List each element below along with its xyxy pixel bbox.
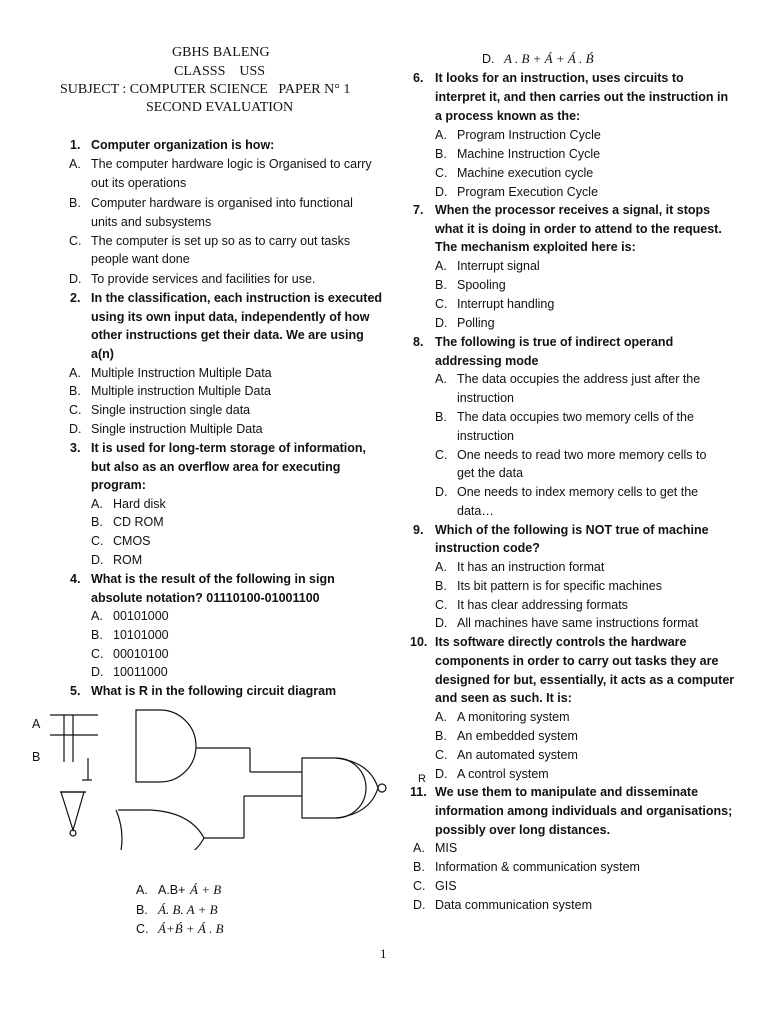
q3-d: ROM [113,553,143,567]
q4-a-label: A. [91,609,103,623]
q10-c-label: C. [435,748,448,762]
q1-d-label: D. [69,272,82,286]
q1-number: 1. [70,138,81,152]
subject-line: SUBJECT : COMPUTER SCIENCE PAPER N° 1 [60,82,351,97]
q5-a-expression: Á + B [190,882,222,897]
q11-number: 11. [410,785,427,799]
q7-number: 7. [413,203,424,217]
q4-number: 4. [70,572,81,586]
q2-b-label: B. [69,384,81,398]
q2-line4: a(n) [91,347,114,361]
q8-c-line2: get the data [457,466,524,480]
q1-a-line1: The computer hardware logic is Organised to carry [91,157,372,171]
q3-line1: It is used for long-term storage of information, [91,441,367,455]
q2-line3: other instructions get their data. We are using [91,328,364,342]
q11-line2: information among individuals and organisations; [435,804,733,818]
q11-c: GIS [435,879,457,893]
q1-d-line1: To provide services and facilities for use. [91,272,316,286]
q6-line3: a process known as the: [435,109,581,123]
q6-d: Program Execution Cycle [457,185,599,199]
q9-c: It has clear addressing formats [457,598,628,612]
q2-number: 2. [70,291,81,305]
q8-line1: The following is true of indirect operand [435,335,674,349]
q3-line3: program: [91,478,146,492]
q10-line3: designed for but, essentially, it acts as a computer [435,673,735,687]
q6-b: Machine Instruction Cycle [457,147,601,161]
q10-a-label: A. [435,710,447,724]
q2-c-label: C. [69,403,82,417]
q3-a-label: A. [91,497,103,511]
q7-b: Spooling [457,278,506,292]
q3-d-label: D. [91,553,104,567]
q1-b-label: B. [69,196,81,210]
q8-number: 8. [413,335,424,349]
q5-c-expression: Á+B́ + Á . B [158,921,224,936]
q1-c-line2: people want done [91,252,190,266]
q8-a-label: A. [435,372,447,386]
q6-c-label: C. [435,166,448,180]
q7-d: Polling [457,316,495,330]
q10-b: An embedded system [457,729,578,743]
logic-circuit-diagram [0,700,400,850]
q3-number: 3. [70,441,81,455]
q6-b-label: B. [435,147,447,161]
output-bubble [378,784,386,792]
q7-c: Interrupt handling [457,297,555,311]
q2-d: Single instruction Multiple Data [91,422,263,436]
q4-d-label: D. [91,665,104,679]
q8-d-label: D. [435,485,448,499]
q4-c: 00010100 [113,647,169,661]
q10-d: A control system [457,767,549,781]
q11-b-label: B. [413,860,425,874]
q1-b-line1: Computer hardware is organised into functional [91,196,353,210]
q7-line3: The mechanism exploited here is: [435,240,636,254]
q5-b-expression: Á. B. A + B [158,902,218,917]
q4-b: 10101000 [113,628,169,642]
q11-a: MIS [435,841,458,855]
q10-number: 10. [410,635,428,649]
q9-d-label: D. [435,616,448,630]
q4-b-label: B. [91,628,103,642]
q2-b: Multiple instruction Multiple Data [91,384,271,398]
q7-a: Interrupt signal [457,259,540,273]
q7-c-label: C. [435,297,448,311]
q8-a-line1: The data occupies the address just after the [457,372,701,386]
page-number: 1 [380,946,387,961]
input-a-label: A [32,717,41,731]
q4-a: 00101000 [113,609,169,623]
q4-line2: absolute notation? 01110100-01001100 [91,591,320,605]
q5-a-label: A. [136,883,148,897]
q7-line1: When the processor receives a signal, it stops [435,203,711,217]
q8-b-line2: instruction [457,429,514,443]
and-gate-1 [136,710,196,782]
q5-b-label: B. [136,903,148,917]
not-gate [61,792,84,830]
q10-b-label: B. [435,729,447,743]
q5-number: 5. [70,684,81,698]
q8-d-line1: One needs to index memory cells to get the [457,485,699,499]
q1-a-line2: out its operations [91,176,187,190]
q11-a-label: A. [413,841,425,855]
q3-a: Hard disk [113,497,166,511]
q6-line1: It looks for an instruction, uses circuits to [435,71,684,85]
q9-b-label: B. [435,579,447,593]
q9-number: 9. [413,523,424,537]
q11-d: Data communication system [435,898,593,912]
q5-text: What is R in the following circuit diagram [91,684,337,698]
q7-d-label: D. [435,316,448,330]
q9-c-label: C. [435,598,448,612]
q10-a: A monitoring system [457,710,570,724]
q2-d-label: D. [69,422,82,436]
q5-d-label: D. [482,52,495,66]
and-gate-final [302,758,366,818]
q8-c-label: C. [435,448,448,462]
q3-line2: but also as an overflow area for executing [91,460,341,474]
q8-d-line2: data… [457,504,494,518]
q1-b-line2: units and subsystems [91,215,212,229]
or-gate-back [116,810,122,850]
q5-a-prefix: A.B+ [158,883,186,897]
q7-line2: what it is doing in order to attend to the request. [435,222,722,236]
q2-line1: In the classification, each instruction is executed [91,291,383,305]
q8-line2: addressing mode [435,354,539,368]
q10-line2: components in order to carry out tasks they are [435,654,719,668]
q9-a: It has an instruction format [457,560,605,574]
output-r-label: R [418,773,426,785]
q11-d-label: D. [413,898,426,912]
q10-line1: Its software directly controls the hardware [435,635,687,649]
q9-d: All machines have same instructions format [457,616,699,630]
q6-c: Machine execution cycle [457,166,594,180]
q4-line1: What is the result of the following in sign [91,572,335,586]
evaluation-line: SECOND EVALUATION [146,100,294,115]
q2-c: Single instruction single data [91,403,251,417]
q8-a-line2: instruction [457,391,514,405]
q6-d-label: D. [435,185,448,199]
q2-a-label: A. [69,366,81,380]
q10-line4: and seen as such. It is: [435,691,572,705]
input-b-label: B [32,750,41,764]
q8-b-label: B. [435,410,447,424]
q3-b: CD ROM [113,515,164,529]
school-name: GBHS BALENG [172,45,270,60]
q1-c-line1: The computer is set up so as to carry out tasks [91,234,351,248]
q11-c-label: C. [413,879,426,893]
q11-line1: We use them to manipulate and disseminate [435,785,699,799]
q6-a-label: A. [435,128,447,142]
q10-c: An automated system [457,748,578,762]
q6-line2: interpret it, and then carries out the instruction in [435,90,729,104]
q8-c-line1: One needs to read two more memory cells to [457,448,707,462]
q5-c-label: C. [136,922,149,936]
q5-d-expression: A . B + Á + Á . B́ [504,51,594,66]
q9-a-label: A. [435,560,447,574]
q9-line1: Which of the following is NOT true of machine [435,523,709,537]
q2-line2: using its own input data, independently of how [91,310,370,324]
q1-c-label: C. [69,234,82,248]
q11-line3: possibly over long distances. [435,823,611,837]
q9-b: Its bit pattern is for specific machines [457,579,662,593]
or-gate-body [118,810,204,850]
q4-d: 10011000 [113,665,168,679]
q3-b-label: B. [91,515,103,529]
q3-c-label: C. [91,534,104,548]
q8-b-line1: The data occupies two memory cells of the [457,410,694,424]
q4-c-label: C. [91,647,104,661]
q7-b-label: B. [435,278,447,292]
q2-a: Multiple Instruction Multiple Data [91,366,272,380]
q6-a: Program Instruction Cycle [457,128,601,142]
q10-d-label: D. [435,767,448,781]
q3-c: CMOS [113,534,151,548]
q7-a-label: A. [435,259,447,273]
q1-a-label: A. [69,157,81,171]
q1-text: Computer organization is how: [91,138,275,152]
q9-line2: instruction code? [435,541,540,555]
q6-number: 6. [413,71,424,85]
q11-b: Information & communication system [435,860,640,874]
class-line: CLASSS USS [174,64,266,79]
